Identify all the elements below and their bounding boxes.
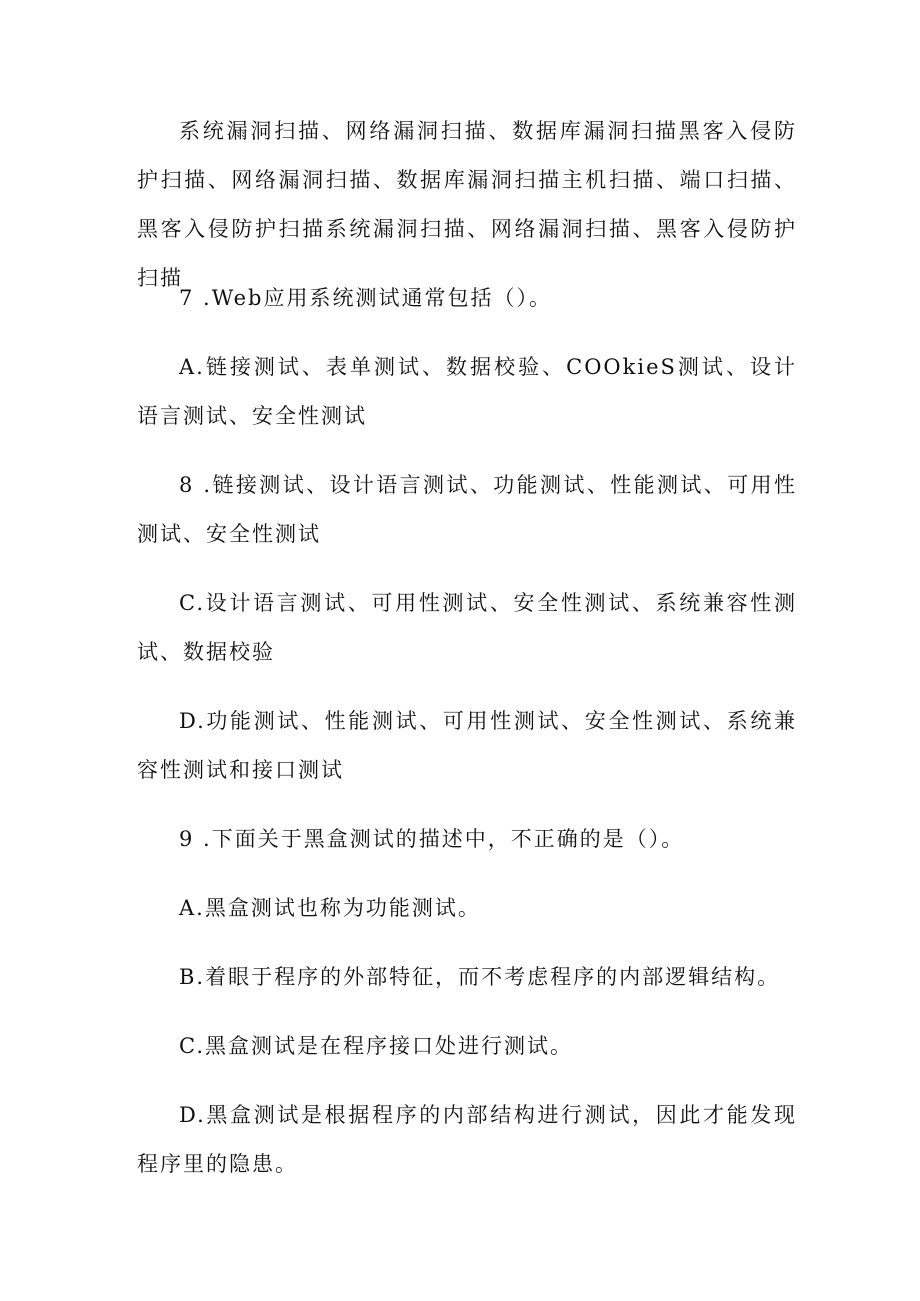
question-9-option-d: D.黑盒测试是根据程序的内部结构进行测试，因此才能发现程序里的隐患。 bbox=[137, 1103, 797, 1176]
scan-options-paragraph: 系统漏洞扫描、网络漏洞扫描、数据库漏洞扫描黑客入侵防护扫描、网络漏洞扫描、数据库漏洞扫描主机扫描、端口扫描、黑客入侵防护扫描系统漏洞扫描、网络漏洞扫描、黑客入侵防护扫描 bbox=[137, 119, 797, 290]
question-7: 7 .Web应用系统测试通常包括（）。 bbox=[179, 286, 552, 310]
option-d-paragraph: D.功能测试、性能测试、可用性测试、安全性测试、系统兼容性测试和接口测试 bbox=[137, 709, 797, 782]
question-9-option-c: C.黑盒测试是在程序接口处进行测试。 bbox=[179, 1034, 573, 1058]
question-8-paragraph: 8 .链接测试、设计语言测试、功能测试、性能测试、可用性测试、安全性测试 bbox=[137, 473, 797, 546]
question-9-option-b: B.着眼于程序的外部特征，而不考虑程序的内部逻辑结构。 bbox=[179, 965, 781, 989]
question-7-option-a: A.链接测试、表单测试、数据校验、COOkieS测试、设计语言测试、安全性测试 bbox=[137, 355, 797, 428]
question-9: 9 .下面关于黑盒测试的描述中，不正确的是（）。 bbox=[179, 827, 685, 851]
option-c-paragraph: C.设计语言测试、可用性测试、安全性测试、系统兼容性测试、数据校验 bbox=[137, 591, 797, 664]
question-9-option-a: A.黑盒测试也称为功能测试。 bbox=[179, 896, 481, 920]
